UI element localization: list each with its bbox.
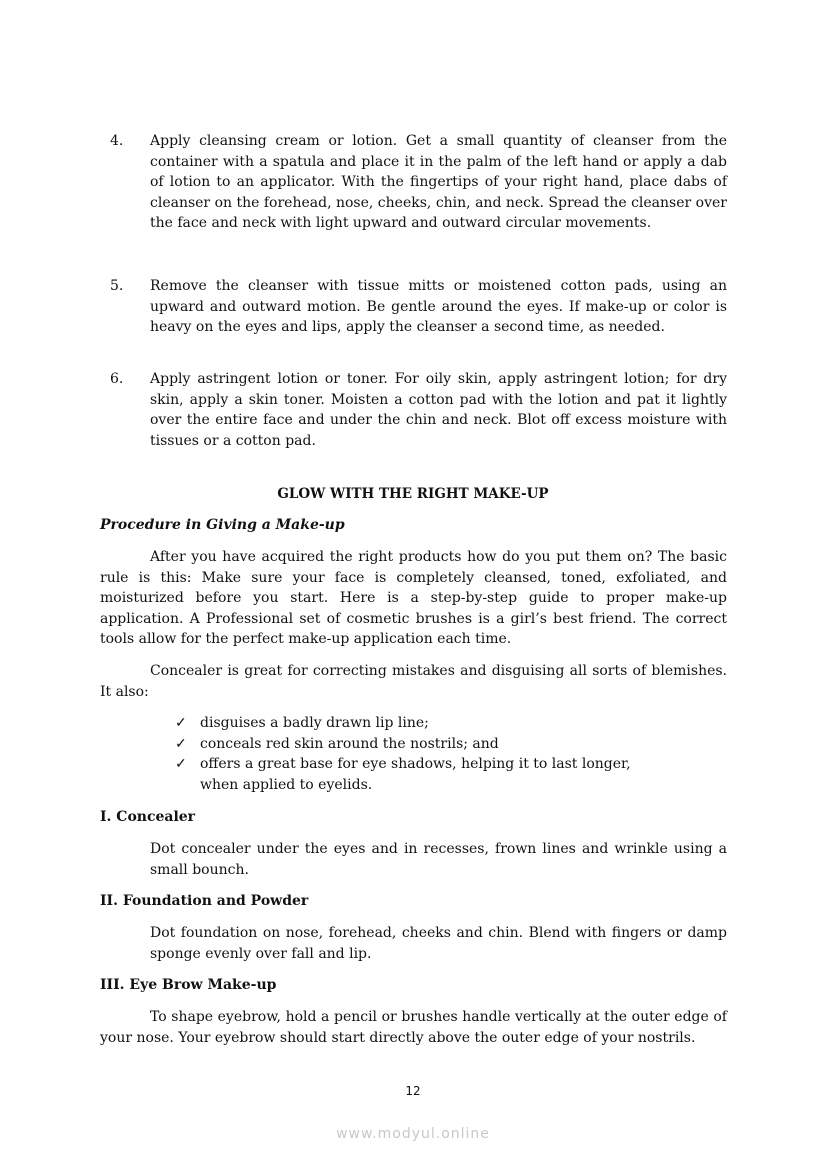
page-number: 12 (405, 1084, 421, 1098)
list-item (172, 713, 732, 734)
section-text-concealer: Dot concealer under the eyes and in recesses, frown lines and wrinkle using a small bounch. (150, 841, 727, 878)
list-item-text: disguises a badly drawn lip line; (200, 715, 429, 731)
step-text: Apply astringent lotion or toner. For oily skin, apply astringent lotion; for dry skin, apply a skin toner. Moisten a cotton pad with the lotion and pat it lightly over the entire face and under the chin and neck. Blot off excess moisture with tissues or a cotton pad. (150, 371, 727, 449)
list-item (172, 734, 732, 755)
list-item-text: offers a great base for eye shadows, helping it to last longer, when applied to eyelids. (200, 756, 631, 793)
section-heading-foundation: II. Foundation and Powder (100, 893, 309, 909)
section-text-foundation: Dot foundation on nose, forehead, cheeks and chin. Blend with fingers or damp sponge evenly over fall and lip. (150, 925, 727, 962)
intro-paragraph: After you have acquired the right products how do you put them on? The basic rule is this: Make sure your face is completely cleansed, toned, exfoliated, and moisturized before you start. Here is a step-by-step guide to proper make-up application. A Professional set of cosmetic brushes is a girl’s best friend. The correct tools allow for the perfect make-up application each time. (100, 549, 727, 648)
watermark: www.modyul.online (336, 1126, 490, 1142)
step-number: 6. (110, 371, 124, 387)
list-item-text: conceals red skin around the nostrils; and (200, 735, 499, 752)
step-number: 4. (110, 133, 124, 149)
step-number: 5. (110, 278, 124, 294)
check-mark-icon: ✓ (175, 715, 187, 731)
main-heading: GLOW WITH THE RIGHT MAKE-UP (277, 486, 549, 502)
section-heading-eyebrow: III. Eye Brow Make-up (100, 977, 277, 993)
procedure-heading: Procedure in Giving a Make-up (100, 517, 345, 533)
step-text: Remove the cleanser with tissue mitts or moistened cotton pads, using an upward and outward motion. Be gentle around the eyes. If make-up or color is heavy on the eyes and lips, apply the cleanser a second time, as needed. (150, 278, 727, 336)
step-text: Apply cleansing cream or lotion. Get a small quantity of cleanser from the container with a spatula and place it in the palm of the left hand or apply a dab of lotion to an applicator. With the fingertips of your right hand, place dabs of cleanser on the forehead, nose, cheeks, chin, and neck. Spread the cleanser over the face and neck with light upward and outward circular movements. (150, 133, 727, 232)
concealer-paragraph: Concealer is great for correcting mistakes and disguising all sorts of blemishes. It also: (100, 663, 727, 700)
check-mark-icon: ✓ (175, 735, 187, 752)
check-mark-icon: ✓ (175, 756, 187, 773)
section-heading-concealer: I. Concealer (100, 809, 196, 825)
section-text-eyebrow: To shape eyebrow, hold a pencil or brushes handle vertically at the outer edge of your nose. Your eyebrow should start directly above the outer edge of your nostrils. (100, 1009, 727, 1046)
concealer-benefit-list (172, 713, 732, 795)
list-item (172, 754, 650, 795)
